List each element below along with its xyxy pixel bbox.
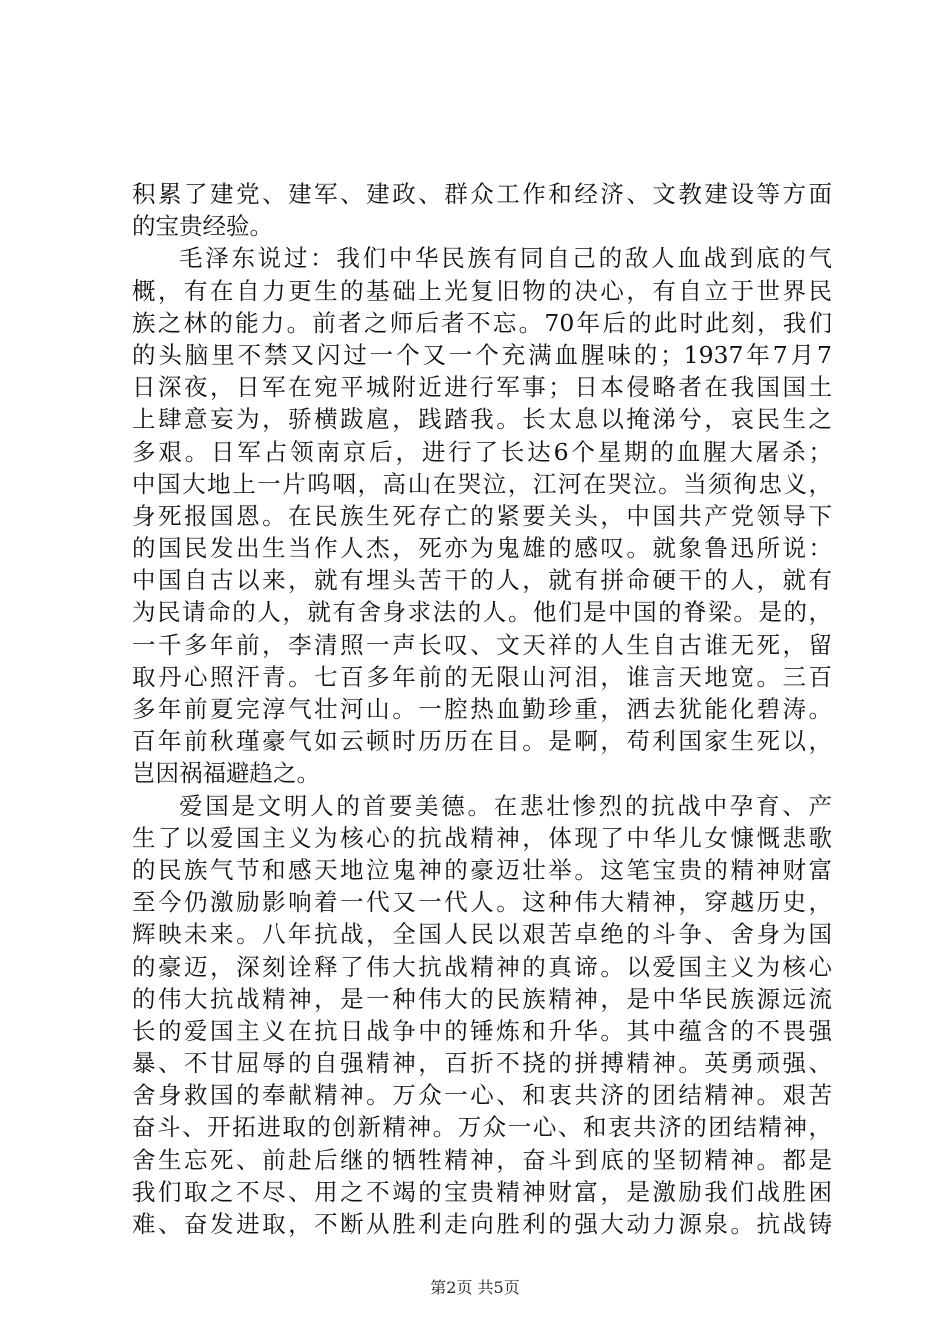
text-line: 日深夜，日军在宛平城附近进行军事；日本侵略者在我国国土 [132, 373, 832, 402]
text-line: 为民请命的人，就有舍身求法的人。他们是中国的脊梁。是的， [132, 598, 832, 627]
text-line: 我们取之不尽、用之不竭的宝贵精神财富，是激励我们战胜困 [132, 1177, 832, 1206]
text-line: 的国民发出生当作人杰，死亦为鬼雄的感叹。就象鲁迅所说： [132, 534, 832, 563]
text-line: 的伟大抗战精神，是一种伟大的民族精神，是中华民族源远流 [132, 984, 832, 1013]
text-line: 上肆意妄为，骄横跋扈，践踏我。长太息以掩涕兮，哀民生之 [132, 405, 832, 434]
text-line: 岂因祸福避趋之。 [132, 759, 320, 788]
text-line: 的头脑里不禁又闪过一个又一个充满血腥味的；1937年7月7 [132, 340, 832, 369]
text-line: 辉映未来。八年抗战，全国人民以艰苦卓绝的斗争、舍身为国 [132, 920, 832, 949]
text-line: 难、奋发进取，不断从胜利走向胜利的强大动力源泉。抗战铸 [132, 1210, 832, 1238]
paragraph-first-line: 毛泽东说过：我们中华民族有同自己的敌人血战到底的气 [179, 244, 832, 273]
text-line: 至今仍激励影响着一代又一代人。这种伟大精神，穿越历史， [132, 888, 832, 917]
text-line: 的民族气节和感天地泣鬼神的豪迈壮举。这笔宝贵的精神财富 [132, 855, 832, 884]
text-line: 族之林的能力。前者之师后者不忘。70年后的此时此刻，我们 [132, 308, 832, 337]
text-line: 中国自古以来，就有埋头苦干的人，就有拼命硬干的人，就有 [132, 566, 832, 595]
text-line: 取丹心照汗青。七百多年前的无限山河泪，谁言天地宽。三百 [132, 662, 832, 691]
text-line: 身死报国恩。在民族生死存亡的紧要关头，中国共产党领导下 [132, 501, 832, 530]
page-number-footer: 第2页 共5页 [430, 1278, 520, 1297]
text-line: 一千多年前，李清照一声长叹、文天祥的人生自古谁无死，留 [132, 630, 832, 659]
text-line: 长的爱国主义在抗日战争中的锤炼和升华。其中蕴含的不畏强 [132, 1016, 832, 1045]
text-line: 积累了建党、建军、建政、群众工作和经济、文教建设等方面 [132, 180, 832, 208]
text-line: 多年前夏完淳气壮河山。一腔热血勤珍重，洒去犹能化碧涛。 [132, 695, 832, 723]
text-line: 的宝贵经验。 [132, 212, 273, 241]
text-line: 多艰。日军占领南京后，进行了长达6个星期的血腥大屠杀； [132, 437, 832, 466]
paragraph-first-line: 爱国是文明人的首要美德。在悲壮惨烈的抗战中孕育、产 [179, 791, 832, 820]
text-line: 概，有在自力更生的基础上光复旧物的决心，有自立于世界民 [132, 276, 832, 305]
text-line: 中国大地上一片呜咽，高山在哭泣，江河在哭泣。当须徇忠义， [132, 469, 832, 498]
text-line: 的豪迈，深刻诠释了伟大抗战精神的真谛。以爱国主义为核心 [132, 952, 832, 981]
text-line: 百年前秋瑾豪气如云顿时历历在目。是啊，苟利国家生死以， [132, 727, 832, 756]
text-line: 舍生忘死、前赴后继的牺牲精神，奋斗到底的坚韧精神。都是 [132, 1145, 832, 1174]
text-line: 奋斗、开拓进取的创新精神。万众一心、和衷共济的团结精神， [132, 1113, 832, 1142]
text-line: 生了以爱国主义为核心的抗战精神，体现了中华儿女慷慨悲歌 [132, 823, 832, 852]
text-line: 舍身救国的奉献精神。万众一心、和衷共济的团结精神。艰苦 [132, 1081, 832, 1110]
document-body [132, 178, 832, 1240]
text-line: 暴、不甘屈辱的自强精神，百折不挠的拼搏精神。英勇顽强、 [132, 1049, 832, 1078]
